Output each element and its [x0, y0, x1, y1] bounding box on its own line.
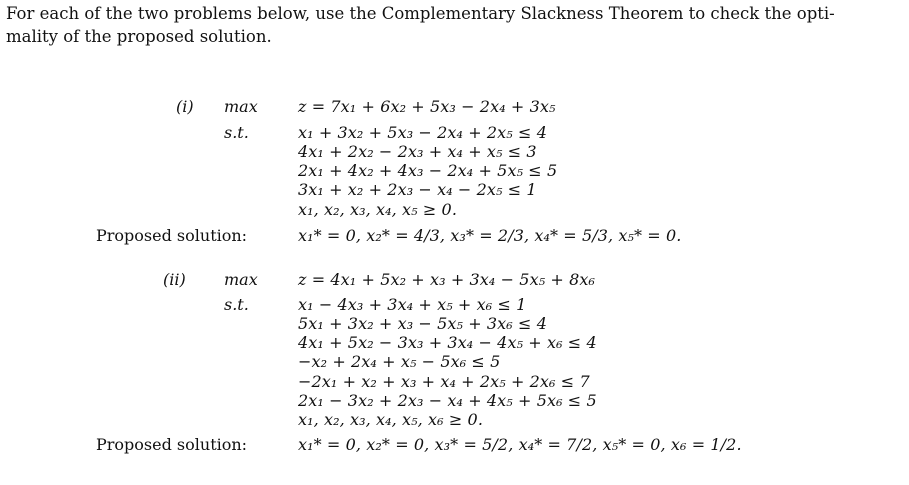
problem-i-st-label: s.t. — [224, 123, 249, 142]
problem-i-objective: z = 7x₁ + 6x₂ + 5x₃ − 2x₄ + 3x₅ — [298, 97, 556, 116]
problem-ii-constraint-row — [0, 315, 909, 333]
problem-i-constraint-2: 4x₁ + 2x₂ − 2x₃ + x₄ + x₅ ≤ 3 — [298, 142, 537, 161]
problem-ii-constraint-1: x₁ − 4x₃ + 3x₄ + x₅ + x₆ ≤ 1 — [298, 295, 527, 314]
problem-ii-st-label: s.t. — [224, 295, 249, 314]
problem-i-max-label: max — [224, 97, 258, 116]
problem-ii-constraint-6: 2x₁ − 3x₂ + 2x₃ − x₄ + 4x₅ + 5x₆ ≤ 5 — [298, 391, 597, 410]
problem-ii-nonnegativity: x₁, x₂, x₃, x₄, x₅, x₆ ≥ 0. — [298, 410, 484, 429]
problem-ii-constraint-row — [0, 373, 909, 391]
problem-ii-constraint-row — [0, 353, 909, 371]
problem-ii-constraint-row — [0, 392, 909, 410]
problem-i-constraint-1: x₁ + 3x₂ + 5x₃ − 2x₄ + 2x₅ ≤ 4 — [298, 123, 547, 142]
problem-i-constraint-row — [0, 162, 909, 180]
problem-ii-nonneg-row — [0, 411, 909, 429]
problem-i-nonnegativity: x₁, x₂, x₃, x₄, x₅ ≥ 0. — [298, 200, 458, 219]
instructions-paragraph — [6, 2, 886, 48]
problem-ii-constraint-4: −x₂ + 2x₄ + x₅ − 5x₆ ≤ 5 — [298, 352, 501, 371]
problem-i-solution: x₁* = 0, x₂* = 4/3, x₃* = 2/3, x₄* = 5/3, x₅* = 0. — [298, 226, 682, 245]
problem-i-solution-row — [0, 227, 909, 245]
problem-ii-constraint-row — [0, 296, 909, 314]
instructions-line-2: mality of the proposed solution. — [6, 27, 272, 46]
problem-i-solution-label: Proposed solution: — [96, 226, 248, 245]
problem-i-constraint-row — [0, 143, 909, 161]
instructions-line-1: For each of the two problems below, use the Complementary Slackness Theorem to check the opti- — [6, 4, 835, 23]
problem-ii-objective-row — [0, 271, 909, 289]
problem-ii-solution: x₁* = 0, x₂* = 0, x₃* = 5/2, x₄* = 7/2, x₅* = 0, x₆ = 1/2. — [298, 435, 742, 454]
problem-ii-tag: (ii) — [163, 270, 186, 289]
problem-ii-constraint-2: 5x₁ + 3x₂ + x₃ − 5x₅ + 3x₆ ≤ 4 — [298, 314, 547, 333]
problem-ii-solution-row — [0, 436, 909, 454]
problem-i-objective-row — [0, 98, 909, 116]
problem-i-nonneg-row — [0, 201, 909, 219]
problem-i-tag: (i) — [176, 97, 194, 116]
problem-i-constraint-4: 3x₁ + x₂ + 2x₃ − x₄ − 2x₅ ≤ 1 — [298, 180, 537, 199]
problem-ii-max-label: max — [224, 270, 258, 289]
problem-ii-objective: z = 4x₁ + 5x₂ + x₃ + 3x₄ − 5x₅ + 8x₆ — [298, 270, 596, 289]
problem-ii-solution-label: Proposed solution: — [96, 435, 248, 454]
problem-ii-constraint-3: 4x₁ + 5x₂ − 3x₃ + 3x₄ − 4x₅ + x₆ ≤ 4 — [298, 333, 597, 352]
problem-ii-constraint-5: −2x₁ + x₂ + x₃ + x₄ + 2x₅ + 2x₆ ≤ 7 — [298, 372, 590, 391]
problem-i-constraint-row — [0, 124, 909, 142]
problem-ii-constraint-row — [0, 334, 909, 352]
problem-i-constraint-row — [0, 181, 909, 199]
problem-i-constraint-3: 2x₁ + 4x₂ + 4x₃ − 2x₄ + 5x₅ ≤ 5 — [298, 161, 558, 180]
